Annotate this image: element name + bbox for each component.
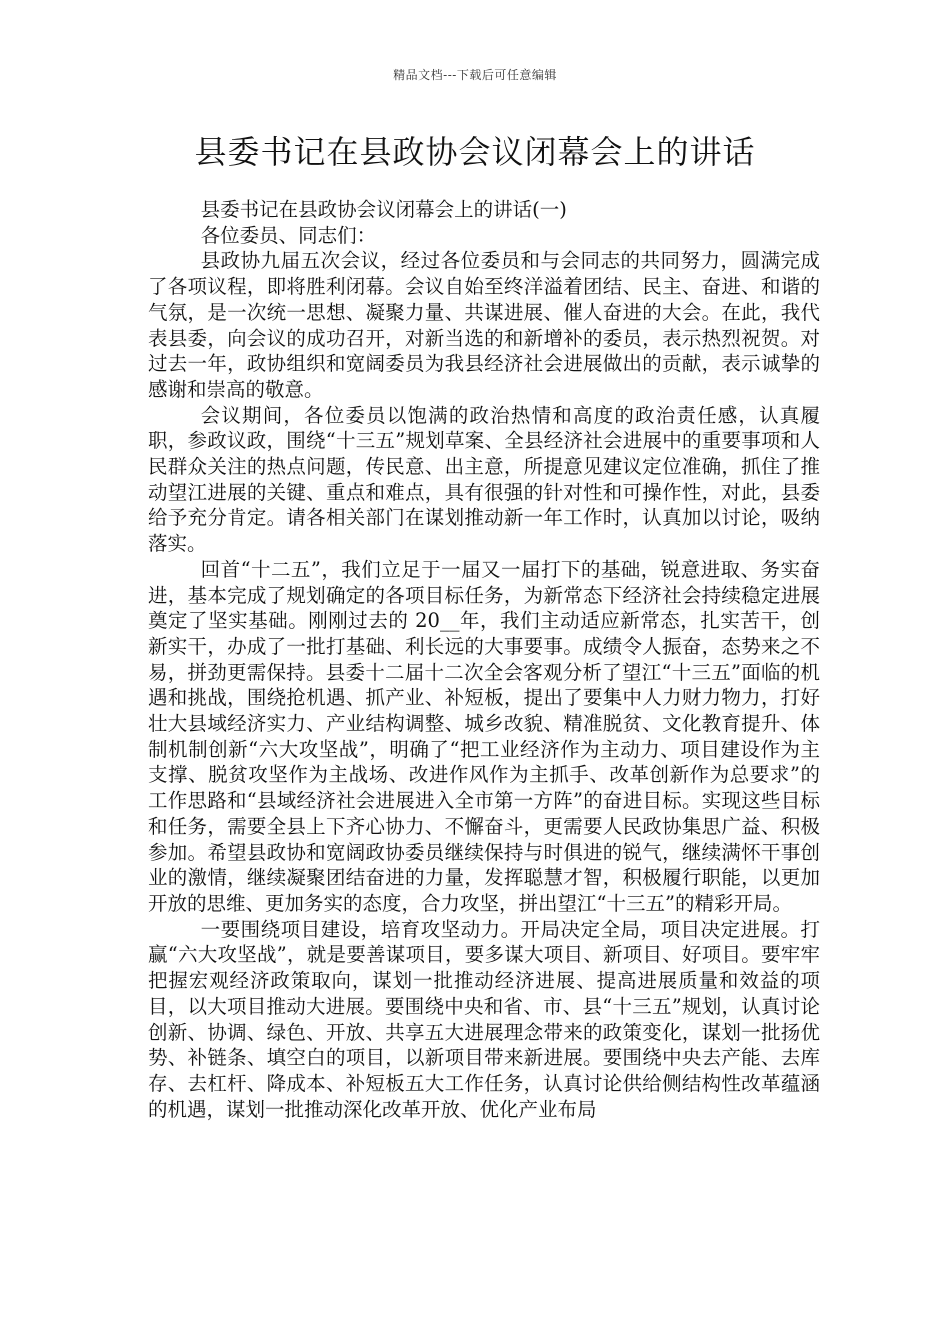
paragraph: 一要围绕项目建设，培育攻坚动力。开局决定全局，项目决定进展。打赢“六大攻坚战”，就是要善谋项目，要多谋大项目、新项目、好项目。要牢牢把握宏观经济政策取向，谋划一批推动经济进展、提高进展质量和效益的项目，以大项目推动大进展。要围绕中央和省、市、县“十三五”规划，认真讨论创新、协调、绿色、开放、共享五大进展理念带来的政策变化，谋划一批扬优势、补链条、填空白的项目，以新项目带来新进展。要围绕中央去产能、去库存、去杠杆、降成本、补短板五大工作任务，认真讨论供给侧结构性改革蕴涵的机遇，谋划一批推动深化改革开放、优化产业布局 xyxy=(148,917,820,1121)
paragraph: 会议期间，各位委员以饱满的政治热情和高度的政治责任感，认真履职，参政议政，围绕“十三五”规划草案、全县经济社会进展中的重要事项和人民群众关注的热点问题，传民意、出主意，所提意见建议定位准确，抓住了推动望江进展的关键、重点和难点，具有很强的针对性和可操作性，对此，县委给予充分肯定。请各相关部门在谋划推动新一年工作时，认真加以讨论，吸纳落实。 xyxy=(148,403,820,556)
header-note: 精品文档---下载后可任意编辑 xyxy=(393,68,557,82)
document-body xyxy=(148,197,820,1122)
paragraph: 县政协九届五次会议，经过各位委员和与会同志的共同努力，圆满完成了各项议程，即将胜利闭幕。会议自始至终洋溢着团结、民主、奋进、和谐的气氛，是一次统一思想、凝聚力量、共谋进展、催人奋进的大会。在此，我代表县委，向会议的成功召开，对新当选的和新增补的委员，表示热烈祝贺。对过去一年，政协组织和宽阔委员为我县经济社会进展做出的贡献，表示诚挚的感谢和崇高的敬意。 xyxy=(148,249,820,401)
document-title: 县委书记在县政协会议闭幕会上的讲话 xyxy=(194,133,756,171)
paragraph: 各位委员、同志们： xyxy=(200,223,377,247)
paragraph: 县委书记在县政协会议闭幕会上的讲话(一) xyxy=(200,198,567,221)
paragraph: 回首“十二五”，我们立足于一届又一届打下的基础，锐意进取、务实奋进，基本完成了规划确定的各项目标任务，为新常态下经济社会持续稳定进展奠定了坚实基础。刚刚过去的 20__年，我们主动适应新常态，扎实苦干，创新实干，办成了一批打基础、利长远的大事要事。成绩令人振奋，态势来之不易，拼劲更需保持。县委十二届十二次全会客观分析了望江“十三五”面临的机遇和挑战，围绕抢机遇、抓产业、补短板，提出了要集中人力财力物力，打好壮大县域经济实力、产业结构调整、城乡改貌、精准脱贫、文化教育提升、体制机制创新“六大攻坚战”，明确了“把工业经济作为主动力、项目建设作为主支撑、脱贫攻坚作为主战场、改进作风作为主抓手、改革创新作为总要求”的工作思路和“县域经济社会进展进入全市第一方阵”的奋进目标。实现这些目标和任务，需要全县上下齐心协力、不懈奋斗，更需要人民政协集思广益、积极参加。希望县政协和宽阔政协委员继续保持与时俱进的锐气，继续满怀干事创业的激情，继续凝聚团结奋进的力量，发挥聪慧才智，积极履行职能，以更加开放的思维、更加务实的态度，合力攻坚，拼出望江“十三五”的精彩开局。 xyxy=(148,557,820,915)
